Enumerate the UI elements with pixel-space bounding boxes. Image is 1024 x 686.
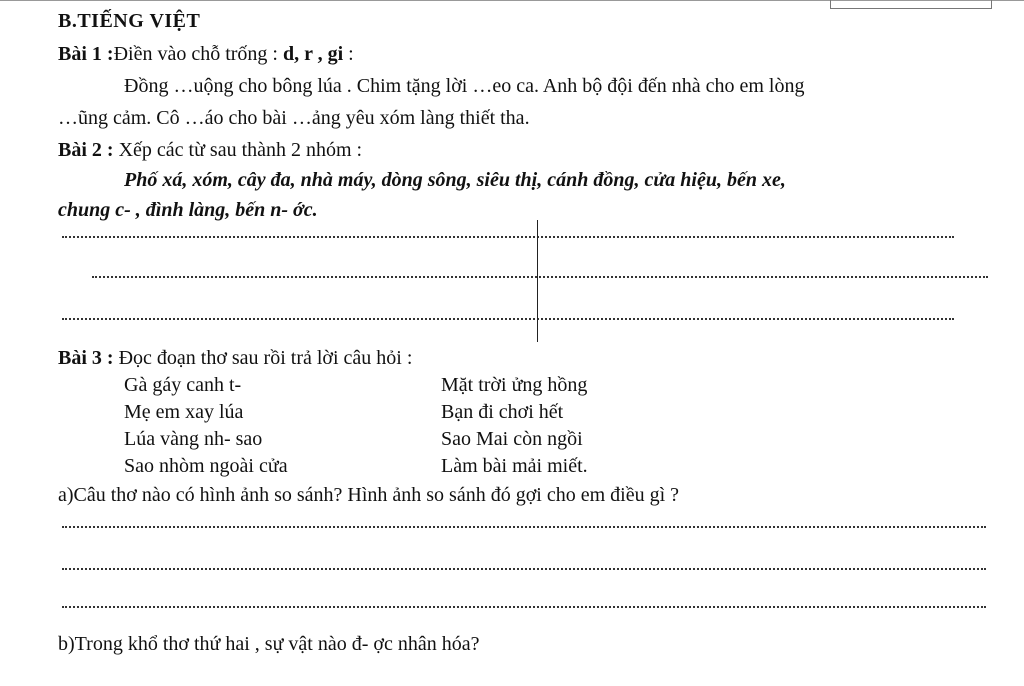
bai2-answer-line-1[interactable] — [62, 236, 954, 238]
poem-right-line-3: Sao Mai còn ngồi — [441, 428, 583, 450]
poem-left-line-2: Mẹ em xay lúa — [124, 401, 244, 423]
bai2-instruction: Xếp các từ sau thành 2 nhóm : — [113, 139, 363, 161]
bai1-instruction-end: : — [343, 43, 354, 65]
poem-left-line-3: Lúa vàng nh- sao — [124, 428, 263, 450]
question-b: b)Trong khổ thơ thứ hai , sự vật nào đ- ợc nhân hóa? — [58, 633, 480, 655]
poem-right-line-1: Mặt trời ửng hồng — [441, 374, 588, 396]
qa-answer-line-3[interactable] — [62, 606, 986, 608]
poem-right-line-4: Làm bài mải miết. — [441, 455, 588, 477]
bai2-label: Bài 2 : — [58, 139, 114, 161]
bai3-label: Bài 3 : — [58, 347, 114, 369]
bai3-instruction: Đọc đoạn thơ sau rồi trả lời câu hỏi : — [113, 347, 413, 369]
top-table-fragment — [830, 0, 992, 9]
bai1-instruction: Điền vào chỗ trống : — [113, 43, 283, 65]
bai1-label: Bài 1 : — [58, 43, 114, 65]
bai2-group-divider — [537, 220, 538, 342]
bai1-letters: d, r , gi — [282, 43, 344, 65]
poem-left-line-1: Gà gáy canh t- — [124, 374, 242, 396]
question-a: a)Câu thơ nào có hình ảnh so sánh? Hình ảnh so sánh đó gợi cho em điều gì ? — [58, 484, 680, 506]
qa-answer-line-2[interactable] — [62, 568, 986, 570]
bai2-words-line2: chung c- , đình làng, bến n- ớc. — [58, 199, 318, 221]
bai1-line1: Đồng …uộng cho bông lúa . Chim tặng lời …eo ca. Anh bộ đội đến nhà cho em lòng — [124, 75, 805, 97]
bai2-answer-line-3[interactable] — [62, 318, 954, 320]
qa-answer-line-1[interactable] — [62, 526, 986, 528]
bai3-heading — [58, 346, 412, 370]
bai1-heading — [58, 42, 354, 66]
bai2-heading — [58, 138, 362, 162]
poem-left-line-4: Sao nhòm ngoài cửa — [124, 455, 288, 477]
bai1-line2: …ũng cảm. Cô …áo cho bài …ảng yêu xóm làng thiết tha. — [58, 107, 530, 129]
bai2-answer-line-2[interactable] — [92, 276, 988, 278]
bai2-words-line1: Phố xá, xóm, cây đa, nhà máy, dòng sông, siêu thị, cánh đồng, cửa hiệu, bến xe, — [124, 169, 786, 191]
section-title: B.TIẾNG VIỆT — [58, 10, 201, 32]
poem-right-line-2: Bạn đi chơi hết — [441, 401, 564, 423]
